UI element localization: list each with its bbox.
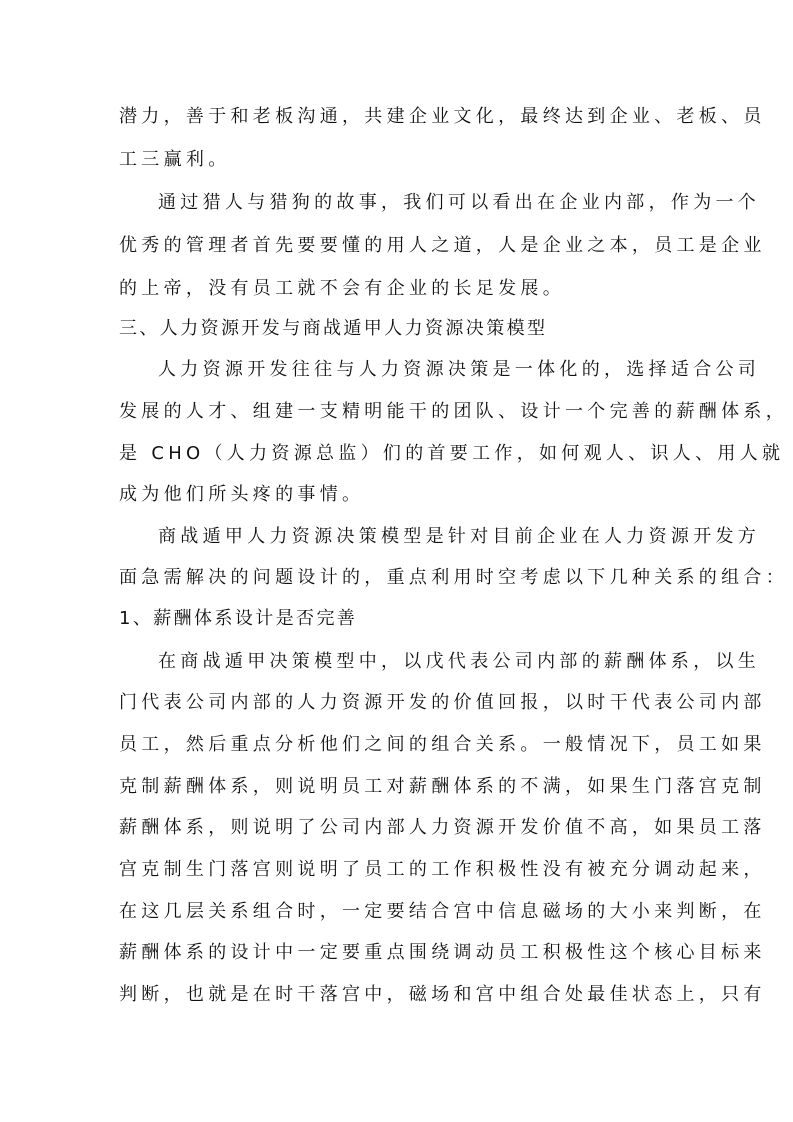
subsection-heading: 1、薪酬体系设计是否完善 [119, 608, 358, 629]
text-line: 工三赢利。 [119, 149, 231, 170]
paragraph-first-line: 在商战遁甲决策模型中，以戊代表公司内部的薪酬体系，以生 [158, 651, 761, 672]
text-line: 薪酬体系的设计中一定要重点围绕调动员工积极性这个核心目标来 [119, 942, 766, 963]
text-line: 宫克制生门落宫则说明了员工的工作积极性没有被充分调动起来， [119, 859, 766, 880]
text-line: 在这几层关系组合时，一定要结合宫中信息磁场的大小来判断，在 [119, 901, 766, 922]
section-heading: 三、人力资源开发与商战遁甲人力资源决策模型 [119, 318, 548, 339]
text-line: 成为他们所头疼的事情。 [119, 484, 365, 505]
paragraph-first-line: 人力资源开发往往与人力资源决策是一体化的，选择适合公司 [158, 359, 761, 380]
text-line: 判断，也就是在时干落宫中，磁场和宫中组合处最佳状态上，只有 [119, 984, 766, 1005]
text-line: 潜力，善于和老板沟通，共建企业文化，最终达到企业、老板、员 [119, 106, 766, 127]
text-line: 发展的人才、组建一支精明能干的团队、设计一个完善的薪酬体系， [119, 401, 788, 422]
text-line: 克制薪酬体系，则说明员工对薪酬体系的不满，如果生门落宫克制 [119, 776, 766, 797]
paragraph-first-line: 商战遁甲人力资源决策模型是针对目前企业在人力资源开发方 [158, 526, 761, 547]
paragraph-first-line: 通过猎人与猎狗的故事，我们可以看出在企业内部，作为一个 [158, 192, 761, 213]
text-line: 优秀的管理者首先要要懂的用人之道，人是企业之本，员工是企业 [119, 235, 766, 256]
text-line: 是 CHO（人力资源总监）们的首要工作，如何观人、识人、用人就 [119, 443, 785, 464]
text-line: 的上帝，没有员工就不会有企业的长足发展。 [119, 278, 565, 299]
text-line: 门代表公司内部的人力资源开发的价值回报，以时干代表公司内部 [119, 692, 766, 713]
text-line: 员工，然后重点分析他们之间的组合关系。一般情况下，员工如果 [119, 734, 766, 755]
text-line: 薪酬体系，则说明了公司内部人力资源开发价值不高，如果员工落 [119, 817, 766, 838]
text-line: 面急需解决的问题设计的，重点利用时空考虑以下几种关系的组合： [119, 567, 788, 588]
